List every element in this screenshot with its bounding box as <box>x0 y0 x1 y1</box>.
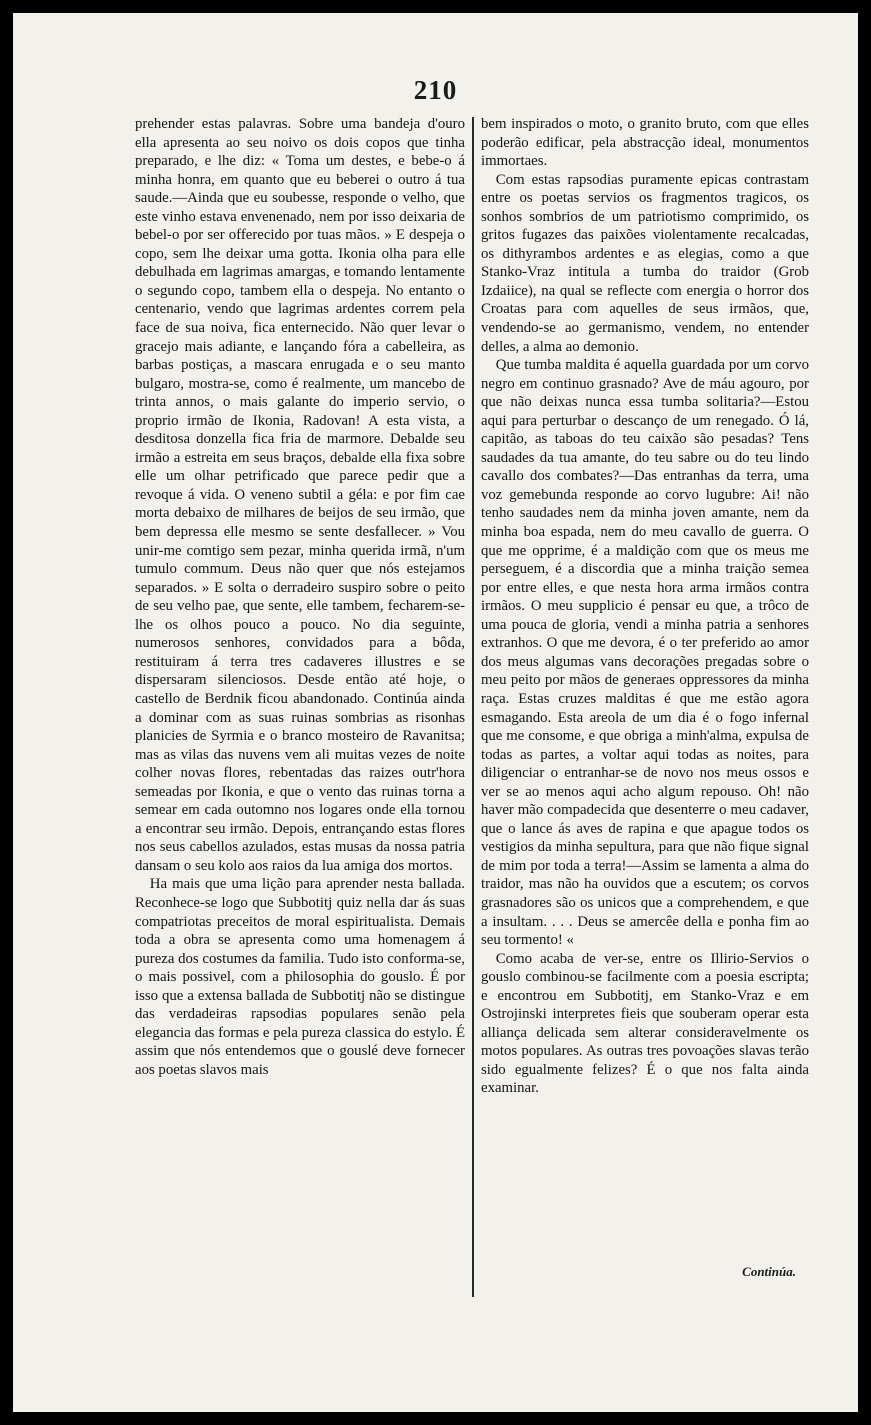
left-column <box>135 115 465 1079</box>
paragraph: bem inspirados o moto, o granito bruto, com que elles poderão edificar, pela abstracção ideal, monumentos immortaes. <box>481 116 809 170</box>
paragraph: prehender estas palavras. Sobre uma bandeja d'ouro ella apresenta ao seu noivo os dois copos que tinha preparado, e lhe diz: « Toma um destes, e bebe-o á minha honra, em quanto que eu beberei o outro á tua saude.—Ainda que eu soubesse, responde o velho, que este vinho estava envenenado, nem por isso deixaria de bebel-o por ser offerecido por tuas mãos. » E despeja o copo, sem lhe deixar uma gotta. Ikonia olha para elle debulhada em lagrimas amargas, e tomando lentamente o segundo copo, tambem ella o despeja. No entanto o centenario, vendo que lagrimas ardentes correm pela face de sua noiva, fica enternecido. Não quer levar o gracejo mais adiante, e lançando fóra a cabelleira, as barbas postiças, a mascara enrugada e o seu manto bulgaro, mostra-se, como é realmente, um mancebo de trinta annos, o mais galante do imperio servio, o proprio irmão de Ikonia, Radovan! A esta vista, a desditosa donzella fica fria de marmore. Debalde seu irmão a estreita em seus braços, debalde ella fixa sobre elle um olhar petrificado que parece pedir que a revoque á vida. O veneno subtil a géla: e por fim cae morta debaixo de milhares de beijos de seu irmão, que bem depressa elle mesmo se sente desfallecer. » Vou unir-me comtigo sem pezar, minha querida irmã, n'um tumulo commum. Deus não quer que nós estejamos separados. » E solta o derradeiro suspiro sobre o peito de seu velho pae, que sente, elle tambem, fecharem-se-lhe os olhos pouco a pouco. No dia seguinte, numerosos senhores, convidados para a bôda, restituiram á terra tres cadaveres illustres e se dispersaram silenciosos. Desde então até hoje, o castello de Berdnik ficou abandonado. Continúa ainda a dominar com as suas ruinas sombrias as risonhas planicies de Syrmia e o branco mosteiro de Ravanitsa; mas as vilas das nuvens vem ali muitas vezes de noite colher novas flores, rebentadas das raizes outr'hora semeadas por Ikonia, e que o vento das ruinas torna a semear em cada outomno nos logares onde ella tornou a encontrar seu irmão. Depois, entrançando estas flores nos seus cabellos azulados, estas musas da nossa patria dansam o seu kolo aos raios da lua amiga dos mortos. <box>135 116 465 874</box>
continuation-note: Continúa. <box>742 1264 796 1279</box>
page-number: 210 <box>413 75 458 105</box>
paragraph: Com estas rapsodias puramente epicas contrastam entre os poetas servios os fragmentos tragicos, os sonhos sombrios de um patriotismo comprimido, os gritos fugazes das paixões violentamente recalcadas, os dithyrambos ardentes e as elegias, como a que Stanko-Vraz intitula a tumba do traidor (Grob Izdaiice), na qual se reflecte com energia o horror dos Croatas para com aquelles de seus irmãos, que, vendendo-se ao germanismo, vendem, no entender delles, a alma ao demonio. <box>481 171 809 355</box>
paragraph: Que tumba maldita é aquella guardada por um corvo negro em continuo grasnado? Ave de máu agouro, por que não deixas nunca essa tumba solitaria?—Estou aqui para perturbar o descanço de um renegado. Ó lá, capitão, as taboas do teu caixão são pesadas? Tens saudades da tua amante, do teu sabre ou do teu lindo cavallo dos combates?—Das entranhas da terra, uma voz gemebunda responde ao corvo lugubre: Ai! não tenho saudades nem da minha joven amante, nem da minha boa espada, nem do meu cavallo de guerra. O que me opprime, é a maldição com que os meus me perseguem, é a discordia que a minha traição semea por entre elles, e que nesta hora arma irmãos contra irmãos. O meu supplicio é pensar eu que, a trôco de uma pouca de gloria, vendi a minha patria a senhores extranhos. O que me devora, é o ter preferido ao amor dos meus algumas vans decorações pregadas sobre o meu peito por mãos de generaes oppressores da minha raça. Estas cruzes malditas é que me estão agora esmagando. Esta areola de um dia é o fogo infernal que me consome, e que obriga a minh'alma, expulsa de todas as partes, a voltar aqui todas as noites, para diligenciar o entranhar-se de novo nos meus ossos e ver se ao menos aqui acho algum repouso. Oh! não haver mão compadecida que desenterre o meu cadaver, que o lance ás aves de rapina e que apague todos os vestigios da minha sepultura, para que não fique signal de mim por toda a terra!—Assim se lamenta a alma do traidor, mas não ha ouvidos que a escutem; os corvos grasnadores são os unicos que a comprehendem, e que a insultam. . . . Deus se amercêe della e ponha fim ao seu tormento! « <box>481 357 809 949</box>
right-column <box>481 115 809 1098</box>
paragraph: Como acaba de ver-se, entre os Illirio-Servios o gouslo combinou-se facilmente com a poesia escripta; e encontrou em Subbotitj, em Stanko-Vraz e em Ostrojinski interpretes fieis que souberam operar esta alliança delicada sem alterar consideravelmente os motos populares. As outras tres povoações slavas terão sido egualmente felizes? É o que nos falta ainda examinar. <box>481 950 809 1097</box>
column-divider <box>472 117 474 1297</box>
newspaper-page <box>13 13 858 1412</box>
paragraph: Ha mais que uma lição para aprender nesta ballada. Reconhece-se logo que Subbotitj quiz nella dar ás suas compatriotas preceitos de moral espiritualista. Demais toda a obra se apresenta como uma homenagem á pureza dos costumes da familia. Tudo isto conforma-se, o mais possivel, com a philosophia do gouslo. É por isso que a extensa ballada de Subbotitj não se distingue das verdadeiras rapsodias populares senão pela elegancia das formas e pela pureza classica do estylo. É assim que nós entendemos que o gouslé deve fornecer aos poetas slavos mais <box>135 876 465 1078</box>
